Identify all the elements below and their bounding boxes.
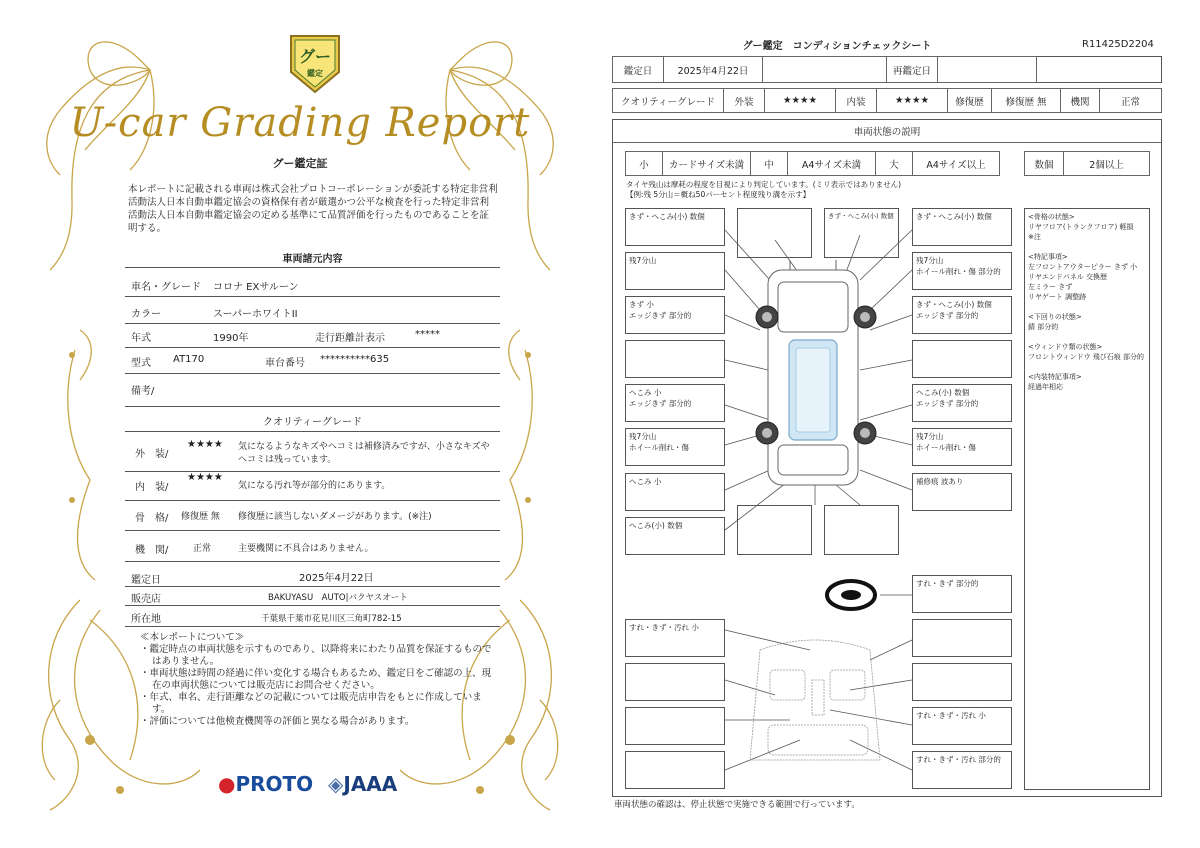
spec-row-name [125,270,500,297]
engine-value: 正常 [1099,88,1162,113]
note-box [737,208,812,258]
svg-text:鑑定: 鑑定 [307,69,323,78]
exterior-label: 外 装/ [135,449,169,460]
note-box: 補修痕 波あり [912,473,1012,511]
note-box [625,751,725,789]
section-title: 車両状態の説明 [612,119,1162,143]
exterior-text: ヘコミは残っています。 [238,455,337,465]
info-row-address [125,606,500,627]
note-box: へこみ 小 [625,473,725,511]
proto-logo: ●PROTO [218,772,314,796]
info-row-shop [125,587,500,606]
note-box: すれ・きず・汚れ 部分的 [912,751,1012,789]
document-id: R11425D2204 [1082,39,1154,50]
color-value: スーパーホワイトII [213,309,298,320]
spec-row-year [125,323,500,348]
note-box [912,340,1012,378]
note-box: きず・へこみ(小) 数個 [912,208,1012,246]
spec-heading: 車両諸元内容 [282,254,343,265]
note-box: きず・へこみ(小) 数個 エッジきず 部分的 [912,296,1012,334]
info-row-date [125,568,500,587]
note-box: すれ・きず 部分的 [912,575,1012,613]
note-box [625,340,725,378]
int-label: 内装 [835,88,877,113]
note-item: ・評価については他検査機関等の評価と異なる場合があります。 [140,716,415,727]
grade-label: クオリティーグレード [612,88,724,113]
note-box [912,663,1012,701]
spec-row-model [125,348,500,374]
engine-label: 機関 [1060,88,1100,113]
repair-value: 修復歴 無 [991,88,1061,113]
count-desc: 2個以上 [1063,151,1150,176]
shop-value: BAKUYASU AUTO|バクヤスオート [268,593,408,603]
jaaa-logo: ◈JAAA [328,772,398,796]
exterior-text: 気になるようなキズやヘコミは補修済みですが、小さなキズや [238,442,490,452]
note-box: すれ・きず・汚れ 小 [625,619,725,657]
note-item: ・鑑定時点の車両状態を示すものであり、以降将来にわたり品質を保証するものではありません。 [140,644,492,667]
note-box [625,663,725,701]
remarks-label: 備考/ [131,386,155,397]
size-small-label: 小 [625,151,663,176]
engine-text: 主要機関に不具合はありません。 [238,544,374,554]
quality-row-interior [125,472,500,501]
note-box: 残7分山 ホイール削れ・傷 [912,428,1012,466]
year-label: 年式 [131,333,151,344]
report-notes [140,632,500,728]
date-value: 2025年4月22日 [299,573,374,584]
note-box: 残7分山 [625,252,725,290]
redate-value [937,56,1037,83]
frame-text: 修復歴に該当しないダメージがあります。(※注) [238,512,432,522]
note-item: ・年式、車名、走行距離などの記載については販売店申告をもとに作成しています。 [140,692,482,715]
interior-text: 気になる汚れ等が部分的にあります。 [238,481,391,491]
spec-row-remarks [125,374,500,407]
interior-stars: ★★★★ [187,472,223,483]
divider [125,430,500,432]
note-box: きず・へこみ(小) 数個 [625,208,725,246]
report-title: U-car Grading Report [69,100,531,146]
color-label: カラー [131,309,161,320]
sheet-title: グー鑑定 コンディションチェックシート [742,41,932,52]
ext-stars: ★★★★ [764,88,836,113]
quality-heading: クオリティーグレード [263,417,362,428]
date-label: 鑑定日 [131,575,161,586]
size-small-desc: カードサイズ未満 [662,151,751,176]
note-box: 残7分山 ホイール削れ・傷 部分的 [912,252,1012,290]
spec-row-color [125,297,500,324]
ext-label: 外装 [723,88,765,113]
count-label: 数個 [1024,151,1064,176]
goo-appraisal-badge-icon [287,32,343,96]
certificate-intro: 本レポートに記載される車両は株式会社プロトコーポレーションが委託する特定非営利活動法人日本自動車鑑定協会の資格保有者が厳選かつ公平な検査を行った特定非営利活動法人日本自動車鑑定協会の定める基準にて品質評価を行ったものであることを証明する。 [128,184,498,234]
engine-label: 機 関/ [135,545,169,556]
size-large-desc: A4サイズ以上 [912,151,1000,176]
size-medium-desc: A4サイズ未満 [787,151,876,176]
year-value: 1990年 [213,333,249,344]
frame-label: 骨 格/ [135,513,169,524]
int-stars: ★★★★ [876,88,948,113]
frame-value: 修復歴 無 [181,512,220,522]
mileage-label: 走行距離計表示 [315,333,385,344]
name-value: コロナ EXサルーン [213,282,299,293]
note-box [737,505,812,555]
engine-value: 正常 [193,544,212,554]
date-label: 鑑定日 [612,56,664,83]
date-blank [762,56,887,83]
note-box [912,619,1012,657]
exterior-stars: ★★★★ [187,439,223,450]
note-box: へこみ 小 エッジきず 部分的 [625,384,725,422]
quality-row-frame [125,501,500,531]
size-large-label: 大 [875,151,913,176]
note-item: ・車両状態は時間の経過に伴い変化する場合もあるため、鑑定日をご確認の上、現在の車両状態については販売店にお問合せください。 [140,668,492,691]
chassis-value: **********635 [320,354,390,365]
quality-row-exterior [125,433,500,472]
note-box: へこみ(小) 数個 [625,517,725,555]
note-box: きず 小 エッジきず 部分的 [625,296,725,334]
note-box [824,505,899,555]
notes-heading: ≪本レポートについて≫ [140,632,245,643]
sheet-footer: 車両状態の確認は、停止状態で実施できる範囲で行っています。 [614,800,860,810]
note-box [625,707,725,745]
note-box: へこみ(小) 数個 エッジきず 部分的 [912,384,1012,422]
quality-row-engine [125,531,500,562]
note-box: 残7分山 ホイール削れ・傷 [625,428,725,466]
certificate-subtitle: グー鑑定証 [272,157,328,170]
notes-panel: <骨格の状態> リヤフロア(トランクフロア) 軽損 ※注 <特記事項> 左フロントアウターピラー きず 小 リヤエンドパネル 交換歴 左ミラー きず リヤゲート 調整跡 <下回りの状態> 錆 部分的 <ウィンドウ類の状態> フロントウィンドウ 飛び石痕 部分的 <内装特記事項> 経過年相応 [1024,208,1150,790]
svg-text:グー: グー [298,47,332,66]
chassis-label: 車台番号 [265,358,305,369]
redate-label: 再鑑定日 [886,56,938,83]
size-medium-label: 中 [750,151,788,176]
shop-label: 販売店 [131,594,161,605]
interior-label: 内 装/ [135,482,169,493]
note-box: すれ・きず・汚れ 小 [912,707,1012,745]
address-label: 所在地 [131,614,161,625]
model-label: 型式 [131,358,151,369]
mileage-value: ***** [415,329,440,340]
name-label: 車名・グレード [131,282,201,293]
date-value: 2025年4月22日 [663,56,763,83]
divider [125,267,500,268]
tire-note: タイヤ残山は摩耗の程度を目視により判定しています。(ミリ表示ではありません) 【例:残 5分山＝概ね50パーセント程度残り溝を示す】 [626,180,902,199]
repair-label: 修復歴 [947,88,992,113]
model-value: AT170 [173,354,205,365]
note-box: きず・へこみ(小) 数個 [824,208,899,258]
address-value: 千葉県千葉市花見川区三角町782-15 [261,614,402,624]
